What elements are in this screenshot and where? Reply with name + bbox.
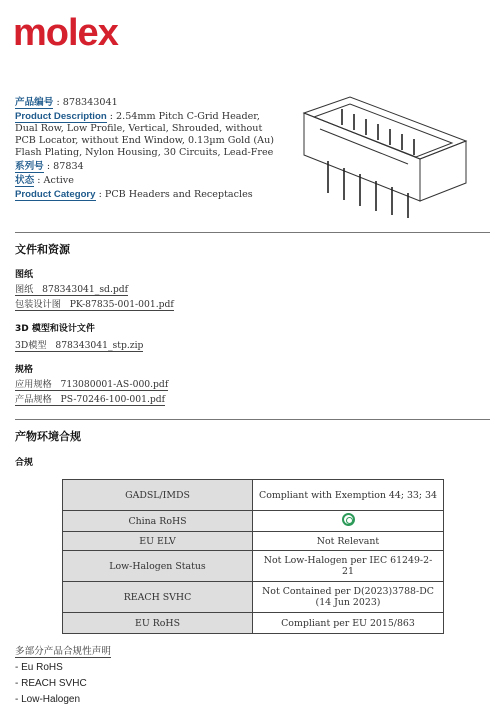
section-divider — [15, 419, 490, 420]
category-label: Product Category — [15, 189, 96, 200]
spec-type: 应用规格 — [15, 379, 52, 390]
specs-heading: 规格 — [15, 365, 34, 375]
model-type: 3D模型 — [15, 340, 47, 351]
spec-file-name: 713080001-AS-000.pdf — [60, 379, 169, 390]
part-number-value: 878343041 — [62, 97, 118, 108]
section-divider — [15, 232, 490, 233]
china-rohs-green-icon — [342, 513, 355, 526]
drawing-file-name: PK-87835-001-001.pdf — [69, 299, 174, 310]
declaration-list — [15, 660, 87, 708]
compliance-value: Not Relevant — [253, 532, 444, 551]
product-info: 产品编号 : 878343041 Product Description : 2.54mm Pitch C-Grid Header, Dual Row, Low Profile, Vertical, Shrouded, without PCB Locator, without End Window, 0.13µm Gold (Au) Flash Plating, Nylon Housing, 30 Circuits, Lead-Free 系列号 : 87834 状态 : Active Product Category : PCB Headers and Receptacles — [15, 97, 275, 200]
list-item: - REACH SVHC — [15, 678, 87, 689]
molex-logo: molex — [13, 12, 118, 54]
product-image — [298, 93, 468, 221]
list-item: - Low-Halogen — [15, 694, 81, 705]
compliance-value: Not Contained per D(2023)3788-DC (14 Jun 2023) — [253, 582, 444, 613]
compliance-value: Not Low-Halogen per IEC 61249-2-21 — [253, 551, 444, 582]
description-value: 2.54mm Pitch C-Grid Header, Dual Row, Low Profile, Vertical, Shrouded, without PCB Locator, without End Window, 0.13µm Gold (Au) Flash Plating, Nylon Housing, 30 Circuits, Lead-Free — [15, 111, 275, 158]
table-row — [63, 480, 444, 511]
drawing-file-name: 878343041_sd.pdf — [42, 284, 129, 295]
list-item: - Eu RoHS — [15, 662, 63, 673]
table-row — [63, 532, 444, 551]
table-row — [63, 613, 444, 634]
category-value: PCB Headers and Receptacles — [104, 189, 253, 200]
table-row — [63, 582, 444, 613]
compliance-key: Low-Halogen Status — [63, 551, 253, 582]
compliance-key: REACH SVHC — [63, 582, 253, 613]
compliance-key: EU RoHS — [63, 613, 253, 634]
compliance-table — [62, 479, 444, 634]
spec-type: 产品规格 — [15, 394, 52, 405]
drawing-link-sd[interactable] — [15, 281, 128, 296]
spec-file-name: PS-70246-100-001.pdf — [60, 394, 166, 405]
status-value: Active — [43, 175, 74, 186]
compliance-value: Compliant with Exemption 44; 33; 34 — [253, 480, 444, 511]
part-number-label: 产品编号 — [15, 97, 54, 108]
models-heading: 3D 模型和设计文件 — [15, 324, 95, 334]
model-link-3d[interactable] — [15, 337, 143, 352]
compliance-subheading: 合规 — [15, 458, 34, 468]
drawing-link-packaging[interactable] — [15, 296, 174, 311]
table-row — [63, 551, 444, 582]
compliance-heading: 产物环境合规 — [15, 430, 81, 443]
files-heading: 文件和资源 — [15, 243, 70, 256]
status-label: 状态 — [15, 175, 35, 186]
compliance-declaration-link[interactable]: 多部分产品合规性声明 — [15, 643, 111, 658]
compliance-value — [253, 511, 444, 532]
compliance-value: Compliant per EU 2015/863 — [253, 613, 444, 634]
compliance-key: GADSL/IMDS — [63, 480, 253, 511]
table-row — [63, 511, 444, 532]
drawing-type: 包装设计图 — [15, 299, 61, 310]
description-label: Product Description — [15, 111, 107, 122]
series-value: 87834 — [53, 161, 84, 172]
drawings-heading: 图纸 — [15, 270, 34, 280]
compliance-key: China RoHS — [63, 511, 253, 532]
spec-link-application[interactable] — [15, 376, 168, 391]
compliance-key: EU ELV — [63, 532, 253, 551]
spec-link-product[interactable] — [15, 391, 165, 406]
series-label: 系列号 — [15, 161, 44, 172]
model-file-name: 878343041_stp.zip — [55, 340, 144, 351]
drawing-type: 图纸 — [15, 284, 34, 295]
